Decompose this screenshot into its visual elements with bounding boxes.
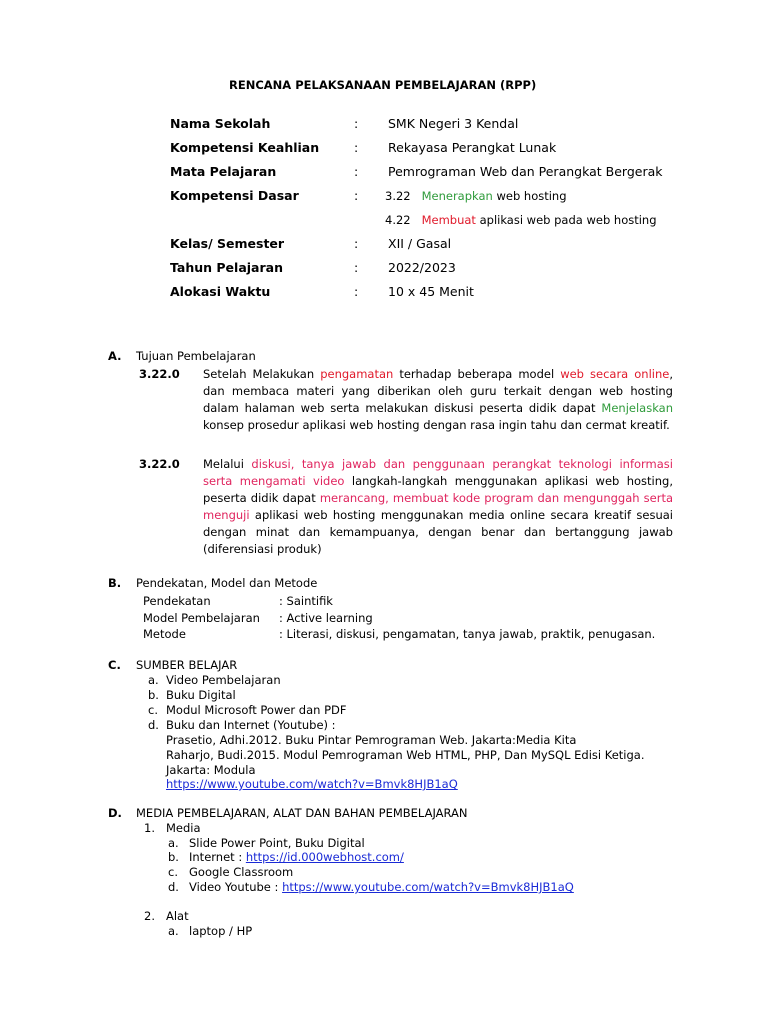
identity-colon: : [354, 284, 359, 299]
list-marker: a. [148, 673, 159, 687]
list-item: Buku Digital [166, 688, 236, 702]
list-marker: a. [168, 836, 179, 850]
kd-line-2: 4.22 Membuat aplikasi web pada web hosting [385, 213, 657, 227]
identity-value: 10 x 45 Menit [388, 284, 474, 299]
identity-label: Alokasi Waktu [170, 284, 271, 299]
section-a-title: Tujuan Pembelajaran [136, 349, 256, 363]
identity-value: XII / Gasal [388, 236, 452, 251]
identity-label: Kompetensi Dasar [170, 188, 299, 203]
identity-colon: : [354, 236, 359, 251]
goal-number: 3.22.0 [139, 457, 180, 471]
list-item: Slide Power Point, Buku Digital [189, 836, 365, 850]
list-marker: c. [168, 865, 178, 879]
identity-value: Rekayasa Perangkat Lunak [388, 140, 557, 155]
webhost-link[interactable]: https://id.000webhost.com/ [245, 850, 404, 864]
identity-label: Nama Sekolah [170, 116, 271, 131]
section-c-title: SUMBER BELAJAR [136, 658, 238, 672]
identity-label: Tahun Pelajaran [170, 260, 283, 275]
identity-colon: : [354, 188, 359, 203]
list-marker: c. [148, 703, 158, 717]
reference-line: Prasetio, Adhi.2012. Buku Pintar Pemrograman Web. Jakarta:Media Kita [166, 733, 577, 747]
identity-colon: : [354, 260, 359, 275]
section-b-letter: B. [108, 576, 122, 590]
list-item: Video Youtube : https://www.youtube.com/watch?v=Bmvk8HJB1aQ [189, 880, 574, 894]
list-item: Buku dan Internet (Youtube) : [166, 718, 336, 732]
list-marker: d. [148, 718, 159, 732]
goal-2-paragraph: Melalui diskusi, tanya jawab dan penggunaan perangkat teknologi informasi serta mengamati video langkah-langkah menggunakan aplikasi web hosting, peserta didik dapat merancang, membuat kode program dan mengunggah serta menguji aplikasi web hosting menggunakan media online secara kreatif sesuai dengan minat dan kemampuanya, dengan benar dan bertanggung jawab (diferensiasi produk) [203, 457, 673, 556]
list-item: Modul Microsoft Power dan PDF [166, 703, 347, 717]
media-title: Media [166, 821, 201, 835]
identity-label: Kompetensi Keahlian [170, 140, 320, 155]
list-item: Internet : https://id.000webhost.com/ [189, 850, 404, 864]
identity-colon: : [354, 116, 359, 131]
section-b-title: Pendekatan, Model dan Metode [136, 576, 318, 590]
identity-label: Mata Pelajaran [170, 164, 277, 179]
section-a-letter: A. [108, 349, 122, 363]
identity-value: SMK Negeri 3 Kendal [388, 116, 519, 131]
approach-value: : Saintifik [279, 594, 333, 608]
section-c-letter: C. [108, 658, 121, 672]
reference-line: Raharjo, Budi.2015. Modul Pemrograman Web HTML, PHP, Dan MySQL Edisi Ketiga. [166, 748, 645, 762]
identity-colon: : [354, 164, 359, 179]
youtube-link[interactable]: https://www.youtube.com/watch?v=Bmvk8HJB1aQ [166, 777, 458, 791]
list-marker: b. [168, 850, 179, 864]
media-number: 1. [144, 821, 155, 835]
list-item: Video Pembelajaran [166, 673, 281, 687]
reference-line: Jakarta: Modula [166, 763, 256, 777]
model-label: Model Pembelajaran [143, 611, 260, 625]
method-label: Metode [143, 627, 186, 641]
list-marker: b. [148, 688, 159, 702]
list-item: Google Classroom [189, 865, 294, 879]
identity-colon: : [354, 140, 359, 155]
model-value: : Active learning [279, 611, 373, 625]
kd-line-1: 3.22 Menerapkan web hosting [385, 189, 567, 203]
goal-number: 3.22.0 [139, 367, 180, 381]
approach-label: Pendekatan [143, 594, 211, 608]
identity-value: 2022/2023 [388, 260, 456, 275]
alat-number: 2. [144, 909, 155, 923]
youtube-link[interactable]: https://www.youtube.com/watch?v=Bmvk8HJB1aQ [282, 880, 574, 894]
method-value: : Literasi, diskusi, pengamatan, tanya jawab, praktik, penugasan. [279, 627, 656, 641]
list-marker: d. [168, 880, 179, 894]
section-d-letter: D. [108, 806, 122, 820]
identity-label: Kelas/ Semester [170, 236, 285, 251]
goal-1-paragraph: Setelah Melakukan pengamatan terhadap beberapa model web secara online, dan membaca materi yang diberikan oleh guru terkait dengan web hosting dalam halaman web serta melakukan diskusi peserta didik dapat Menjelaskan konsep prosedur aplikasi web hosting dengan rasa ingin tahu dan cermat kreatif. [203, 367, 673, 432]
list-marker: a. [168, 924, 179, 938]
alat-title: Alat [166, 909, 189, 923]
identity-value: Pemrograman Web dan Perangkat Bergerak [388, 164, 663, 179]
list-item: laptop / HP [189, 924, 253, 938]
document-title: RENCANA PELAKSANAAN PEMBELAJARAN (RPP) [229, 78, 537, 92]
section-d-title: MEDIA PEMBELAJARAN, ALAT DAN BAHAN PEMBELAJARAN [136, 806, 468, 820]
